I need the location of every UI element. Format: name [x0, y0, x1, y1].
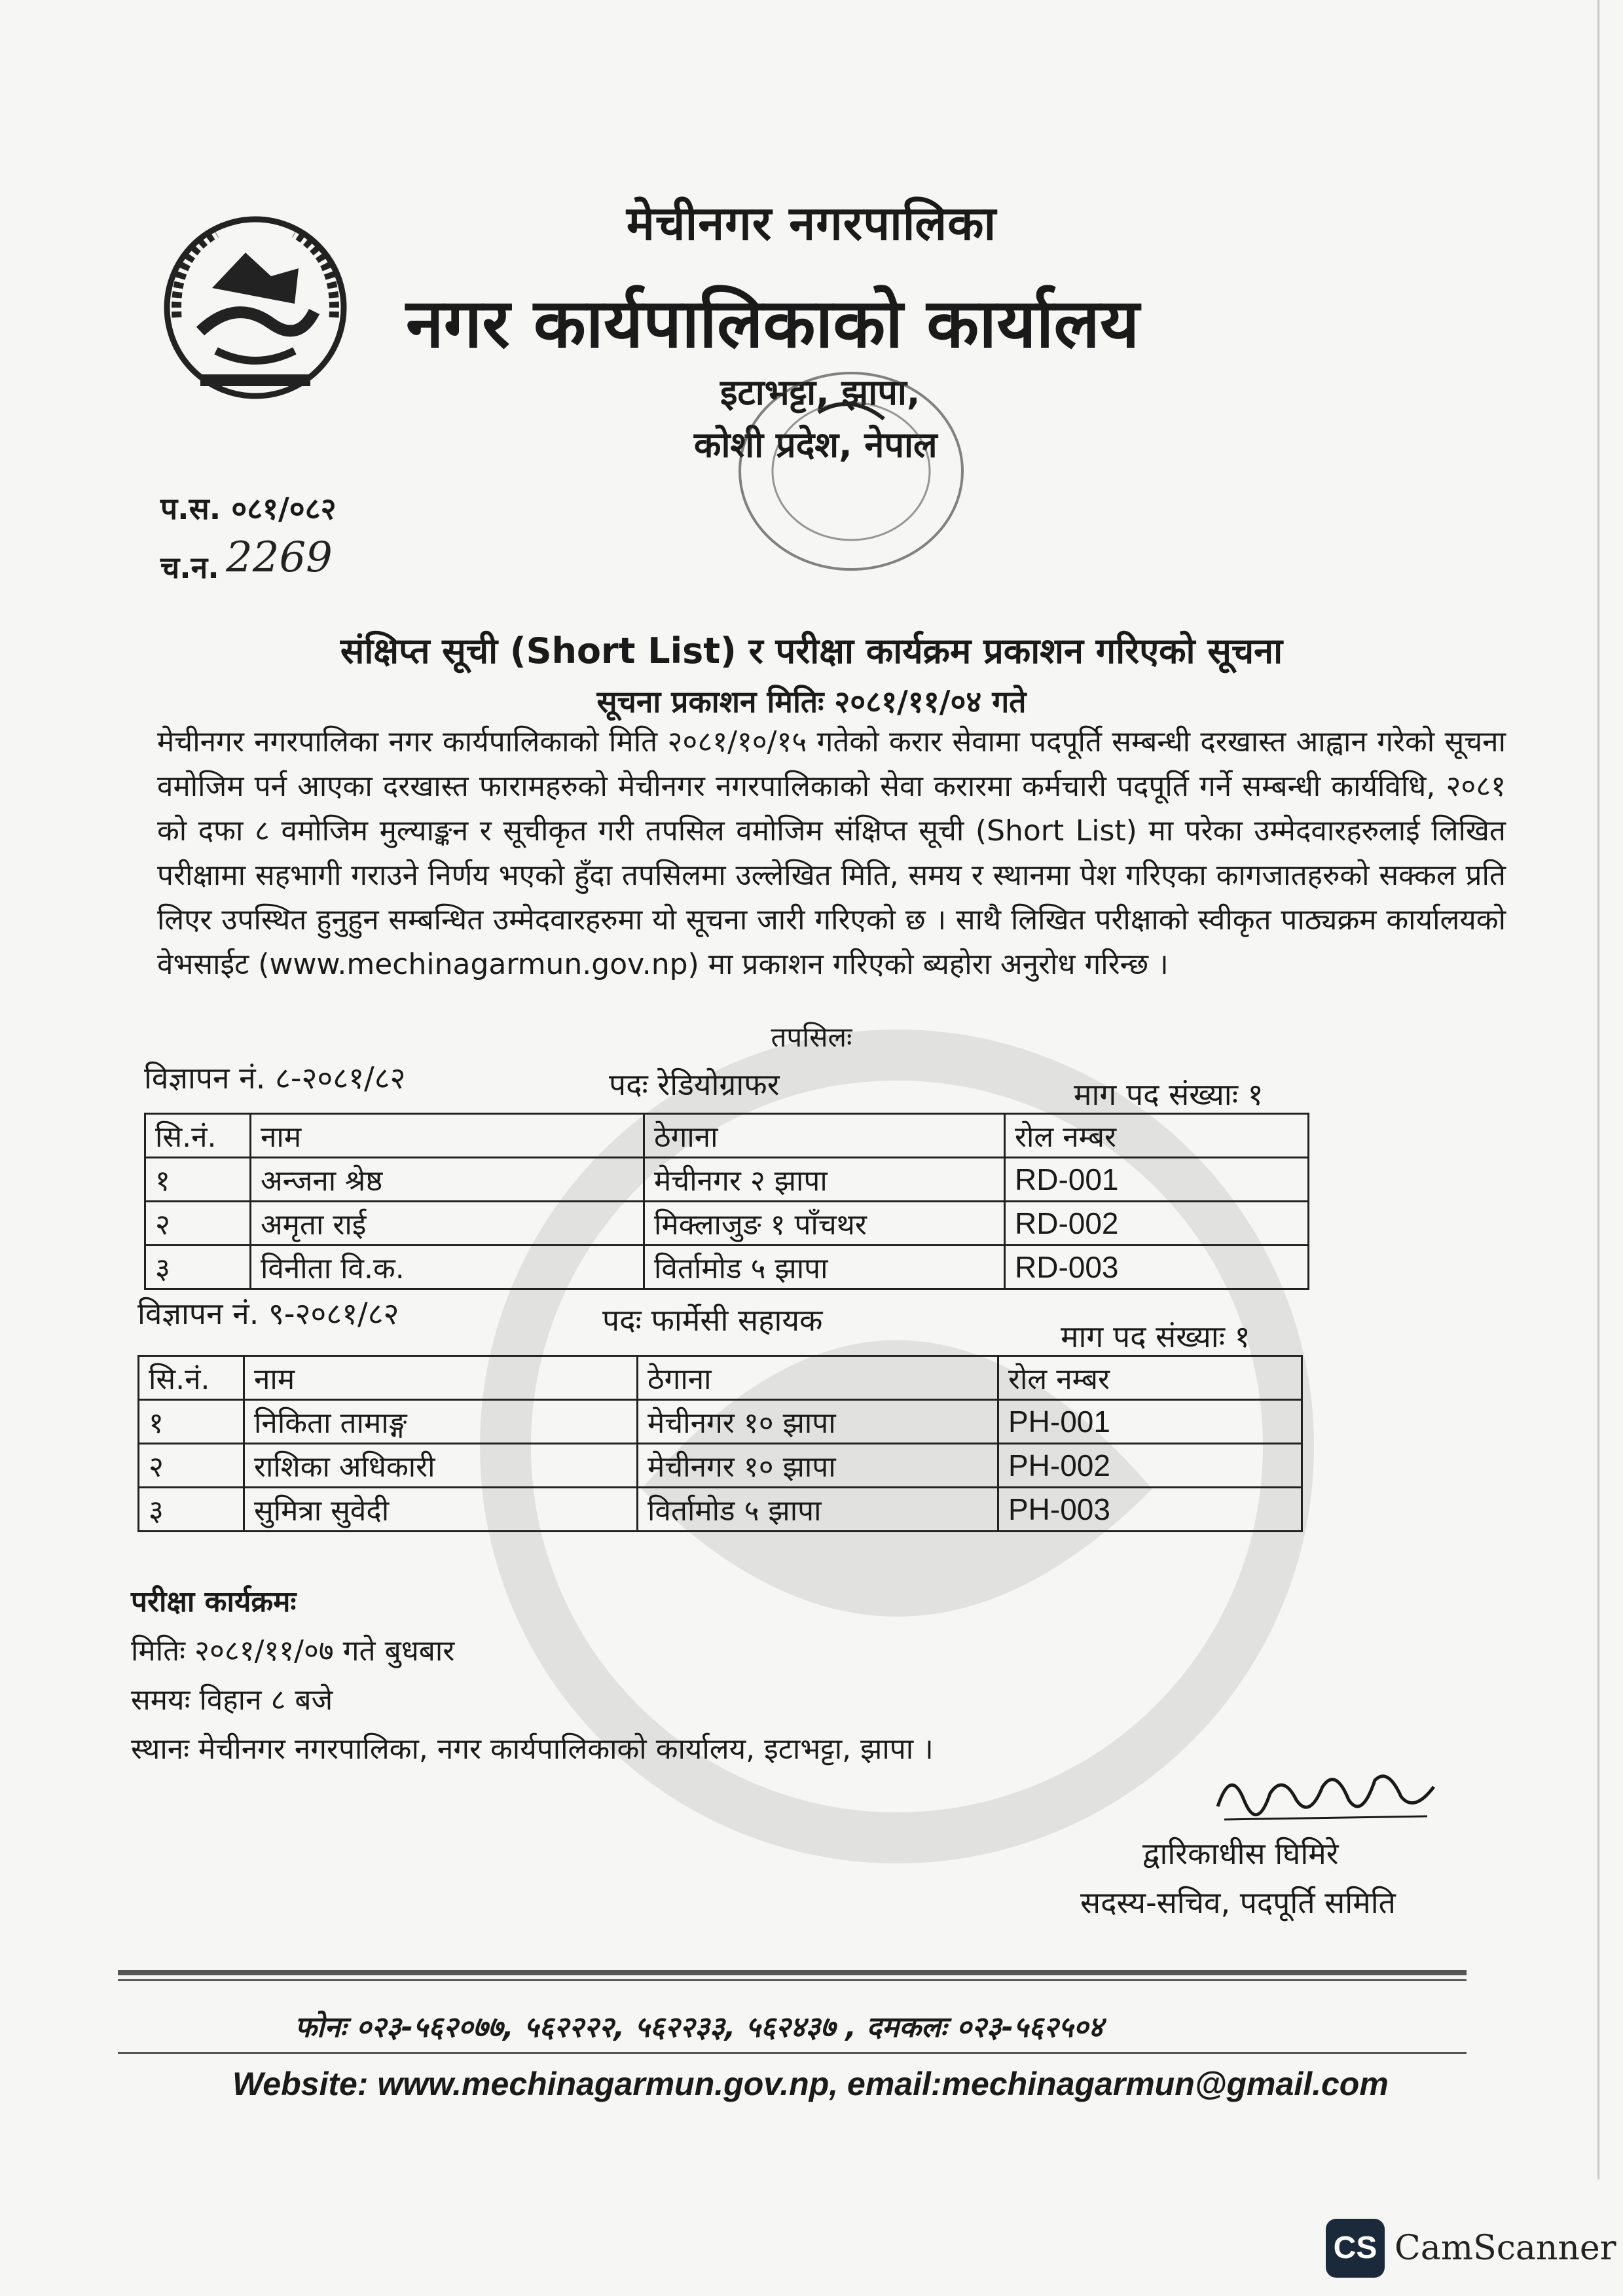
footer-website: Website: www.mechinagarmun.gov.np, email:mechinagarmun@gmail.com: [232, 2066, 1389, 2102]
cell-address: मेचीनगर २ झापा: [644, 1158, 1005, 1202]
cell-name: अन्जना श्रेष्ठ: [251, 1158, 644, 1202]
col-address: ठेगाना: [638, 1356, 998, 1400]
exam-venue: स्थानः मेचीनगर नगरपालिका, नगर कार्यपालिकाको कार्यालय, इटाभट्टा, झापा ।: [131, 1732, 934, 1766]
col-address: ठेगाना: [644, 1114, 1005, 1158]
table-header-row: [145, 1114, 1309, 1158]
cell-name: राशिका अधिकारी: [244, 1444, 638, 1488]
cell-sn: ३: [139, 1488, 244, 1532]
advert-2-seats: माग पद संख्याः १: [1061, 1319, 1250, 1354]
cell-sn: २: [145, 1202, 251, 1246]
cell-roll: RD-003: [1005, 1246, 1309, 1289]
col-sn: सि.नं.: [139, 1356, 244, 1400]
cell-roll: PH-003: [998, 1488, 1302, 1532]
cell-name: अमृता राई: [251, 1202, 644, 1246]
footer-phone: फोनः ०२३-५६२०७७, ५६२२२२, ५६२२३३, ५६२४३७ , दमकलः ०२३-५६२५०४: [295, 2011, 1104, 2044]
cell-sn: २: [139, 1444, 244, 1488]
camscanner-name: CamScanner: [1395, 2229, 1616, 2268]
dispatch-label: च.न.: [160, 550, 219, 585]
cell-sn: ३: [145, 1246, 251, 1289]
table-header-row: [139, 1356, 1302, 1400]
table-row: [145, 1158, 1309, 1202]
cell-roll: RD-002: [1005, 1202, 1309, 1246]
signatory-name: द्वारिकाधीस घिमिरे: [1142, 1836, 1339, 1871]
cell-address: मेचीनगर १० झापा: [638, 1444, 998, 1488]
cell-address: मेचीनगर १० झापा: [638, 1400, 998, 1444]
exam-date: मितिः २०८१/११/०७ गते बुधबार: [131, 1634, 455, 1668]
cell-roll: PH-001: [998, 1400, 1302, 1444]
cell-address: विर्तामोड ५ झापा: [644, 1246, 1005, 1289]
col-sn: सि.नं.: [145, 1114, 251, 1158]
municipality-name: मेचीनगर नगरपालिका: [626, 196, 997, 251]
cell-name: निकिता तामाङ्ग: [244, 1400, 638, 1444]
table-row: [145, 1202, 1309, 1246]
cell-roll: PH-002: [998, 1444, 1302, 1488]
table-row: [139, 1400, 1302, 1444]
cell-name: विनीता वि.क.: [251, 1246, 644, 1289]
address-line-2: कोशी प्रदेश, नेपाल: [694, 424, 938, 465]
advert-2-number: विज्ञापन नं. ९-२०८१/८२: [137, 1296, 399, 1331]
notice-body: मेचीनगर नगरपालिका नगर कार्यपालिकाको मिति २०८१/१०/१५ गतेको करार सेवामा पदपूर्ति सम्बन्धी दरखास्त आह्वान गरेको सूचना वमोजिम पर्न आएका दरखास्त फारामहरुको मेचीनगर नगरपालिकाको सेवा करारमा कर्मचारी पदपूर्ति गर्ने सम्बन्धी कार्यविधि, २०८१ को दफा ८ वमोजिम मुल्याङ्कन र सूचीकृत गरी तपसिल वमोजिम संक्षिप्त सूची (Short List) मा परेका उम्मेदवारहरुलाई लिखित परीक्षामा सहभागी गराउने निर्णय भएको हुँदा तपसिलमा उल्लेखित मिति, समय र स्थानमा पेश गरिएका कागजातहरुको सक्कल प्रति लिएर उपस्थित हुनुहुन सम्बन्धित उम्मेदवारहरुमा यो सूचना जारी गरिएको छ । साथै लिखित परीक्षाको स्वीकृत पाठ्यक्रम कार्यालयको वेभसाईट (www.mechinagarmun.gov.np) मा प्रकाशन गरिएको ब्यहोरा अनुरोध गरिन्छ ।: [157, 725, 1506, 981]
reference-number: प.स. ०८१/०८२: [160, 491, 337, 526]
footer-divider: [118, 1970, 1467, 1975]
address-line-1: इटाभट्टा, झापा,: [720, 372, 921, 413]
table-row: [139, 1488, 1302, 1532]
col-name: नाम: [244, 1356, 638, 1400]
office-stamp-icon: [694, 367, 969, 583]
cell-address: विर्तामोड ५ झापा: [638, 1488, 998, 1532]
handwritten-signature-icon: [1211, 1761, 1447, 1833]
dispatch-number: 2269: [226, 533, 333, 582]
notice-heading: संक्षिप्त सूची (Short List) र परीक्षा कार्यक्रम प्रकाशन गरिएको सूचना: [340, 630, 1283, 672]
footer-divider-2: [118, 2052, 1467, 2054]
cell-address: मिक्लाजुङ १ पाँचथर: [644, 1202, 1005, 1246]
table-row: [145, 1246, 1309, 1289]
advert-1-seats: माग पद संख्याः १: [1074, 1077, 1264, 1112]
office-name: नगर कार्यपालिकाको कार्यालय: [406, 283, 1140, 363]
col-roll: रोल नम्बर: [1005, 1114, 1309, 1158]
exam-time: समयः विहान ८ बजे: [131, 1683, 333, 1717]
advert-1-post: पदः रेडियोग्राफर: [609, 1067, 780, 1102]
cell-sn: १: [139, 1400, 244, 1444]
advert-1-number: विज्ञापन नं. ८-२०८१/८२: [144, 1060, 406, 1096]
tapasil-label: तपसिलः: [771, 1021, 852, 1053]
camscanner-logo-icon: CS: [1326, 2219, 1385, 2278]
cell-roll: RD-001: [1005, 1158, 1309, 1202]
cell-sn: १: [145, 1158, 251, 1202]
page-edge: [1597, 0, 1599, 2179]
table-row: [139, 1444, 1302, 1488]
col-roll: रोल नम्बर: [998, 1356, 1302, 1400]
signatory-title: सदस्य-सचिव, पदपूर्ति समिति: [1080, 1885, 1396, 1920]
advert-2-post: पदः फार्मेसी सहायक: [602, 1302, 823, 1338]
footer-divider-thin: [118, 1979, 1467, 1981]
candidate-table-1: [144, 1113, 1309, 1290]
cell-name: सुमित्रा सुवेदी: [244, 1488, 638, 1532]
candidate-table-2: [137, 1355, 1303, 1532]
col-name: नाम: [251, 1114, 644, 1158]
publication-date: सूचना प्रकाशन मितिः २०८१/११/०४ गते: [596, 684, 1027, 719]
exam-schedule-title: परीक्षा कार्यक्रमः: [131, 1585, 297, 1619]
